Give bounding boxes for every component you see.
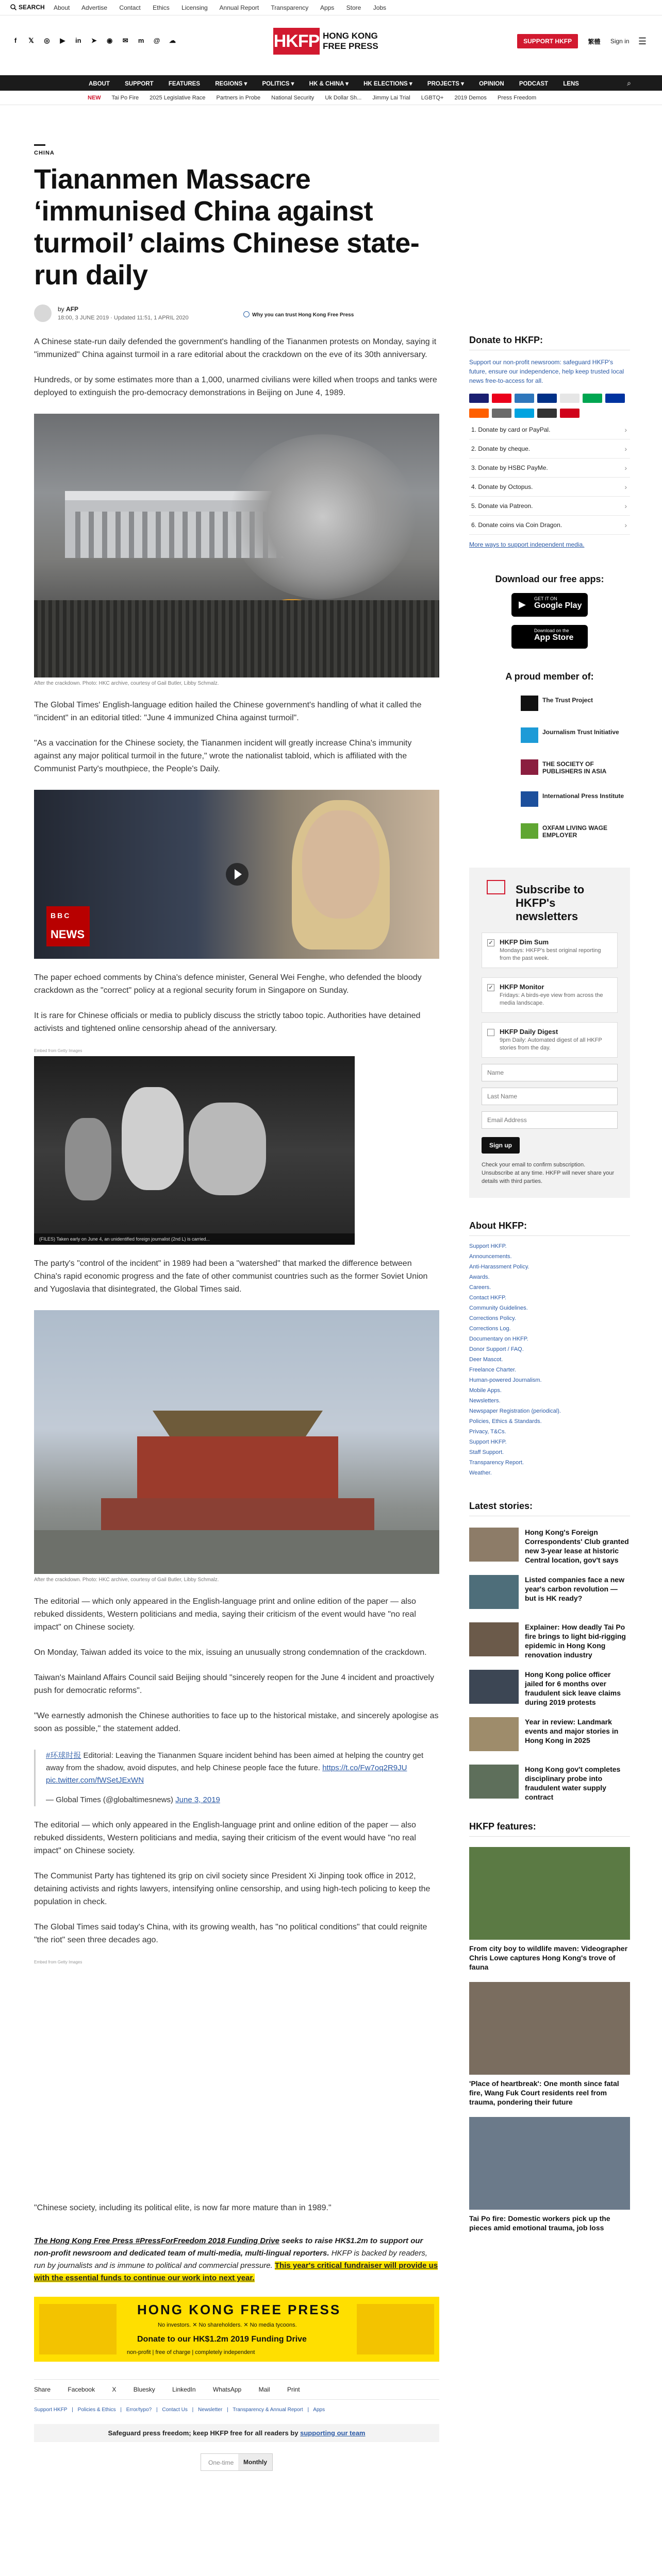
envelope-icon bbox=[487, 880, 505, 894]
app-store-big: App Store bbox=[534, 633, 574, 642]
paragraph-13: The Communist Party has tightened its grip on civil society since President Xi Jinping took office in 2012, detaining activists and rights lawyers, intensifying online censorship, and using high-tech policing to keep the population in check. bbox=[34, 1872, 431, 1906]
google-play-small: GET IT ON bbox=[534, 596, 557, 601]
paragraph-15: "Chinese society, including its political elite, is now far more mature than in 1989." bbox=[34, 2204, 332, 2212]
utility-bar bbox=[0, 0, 662, 15]
category-rule bbox=[34, 144, 45, 146]
nav-opinion[interactable]: OPINION bbox=[479, 81, 504, 87]
getty-photo-caption: (FILES) Taken early on June 4, an unidentified foreign journalist (2nd L) is carried... bbox=[34, 1233, 355, 1245]
header-actions bbox=[517, 34, 647, 48]
small-link-separator: | bbox=[192, 2407, 194, 2413]
facebook-icon[interactable]: f bbox=[14, 37, 17, 44]
member-jti[interactable] bbox=[521, 725, 630, 746]
small-link-support[interactable]: Support HKFP bbox=[34, 2407, 68, 2413]
feature-story[interactable] bbox=[469, 2117, 630, 2232]
top-link-annual-report[interactable]: Annual Report bbox=[219, 4, 259, 11]
newsletter-desc: 9pm Daily: Automated digest of all HKFP stories from the day. bbox=[500, 1037, 602, 1051]
newsletter-fine-print: Check your email to confirm subscription. Unsubscribe at any time. HKFP will never share your details with third parties. bbox=[482, 1162, 615, 1184]
story-thumbnail bbox=[469, 1622, 519, 1656]
small-link-newsletter[interactable]: Newsletter bbox=[198, 2407, 223, 2413]
nav-projects[interactable]: PROJECTS ▾ bbox=[427, 81, 464, 87]
payment-card-icon bbox=[469, 409, 489, 418]
author-line bbox=[58, 306, 78, 313]
safeguard-banner bbox=[34, 2424, 439, 2442]
paragraph-6: It is rare for Chinese officials or media to publicly discuss the strictly taboo topic. Authorities have detained activists and tightened online censorship ahead of the anniversary. bbox=[34, 1011, 421, 1033]
about-link[interactable]: Transparency Report. bbox=[469, 1460, 524, 1466]
about-link[interactable]: Contact HKFP. bbox=[469, 1295, 506, 1301]
more-ways-link[interactable]: More ways to support independent media. bbox=[469, 541, 585, 548]
safeguard-text: Safeguard press freedom; keep HKFP free for all readers by bbox=[108, 2429, 301, 2437]
feature-headline[interactable]: From city boy to wildlife maven: Videographer Chris Lowe captures Hong Kong's trove of fauna bbox=[469, 1944, 628, 1971]
rss-icon[interactable]: ◉ bbox=[107, 37, 113, 44]
payment-card-icon bbox=[605, 394, 625, 403]
small-link-separator: | bbox=[72, 2407, 73, 2413]
bbc-logo-bottom: NEWS bbox=[51, 928, 85, 941]
banner-line-2: Donate to our HK$1.2m 2019 Funding Drive bbox=[137, 2335, 307, 2344]
footer-small-links bbox=[34, 2407, 439, 2413]
latest-story[interactable] bbox=[469, 1670, 630, 1706]
about-link[interactable]: Donor Support / FAQ. bbox=[469, 1346, 524, 1352]
donate-option-card[interactable]: 1. Donate by card or PayPal. › bbox=[469, 420, 630, 439]
about-widget bbox=[469, 1221, 630, 1478]
story-headline[interactable]: Hong Kong gov't completes disciplinary probe into fraudulent water supply contract bbox=[525, 1765, 621, 1801]
latest-story[interactable] bbox=[469, 1528, 630, 1564]
last-name-field[interactable] bbox=[482, 1088, 618, 1105]
small-link-separator: | bbox=[227, 2407, 228, 2413]
about-link[interactable]: Mobile Apps. bbox=[469, 1387, 502, 1394]
getty-embed-label[interactable]: Embed from Getty Images bbox=[34, 1048, 82, 1053]
nav-regions[interactable]: REGIONS ▾ bbox=[215, 81, 247, 87]
payment-card-icon bbox=[492, 394, 511, 403]
newsletter-desc: Fridays: A birds-eye view from across the media landscape. bbox=[500, 992, 603, 1006]
about-link[interactable]: Documentary on HKFP. bbox=[469, 1336, 528, 1342]
paragraph-3: The Global Times' English-language edition hailed the Chinese government's handling of what it called the "incident" in an editorial titled: "June 4 immunized China against turmoil". bbox=[34, 701, 422, 722]
promo-highlight-link[interactable]: This year's critical fundraiser will provide us with the essential funds to continue our work into next year. bbox=[34, 2261, 438, 2282]
member-title: A proud member of: bbox=[505, 671, 594, 682]
about-link[interactable]: Support HKFP. bbox=[469, 1439, 507, 1445]
photo-ground bbox=[34, 1530, 439, 1574]
story-thumbnail bbox=[469, 1575, 519, 1609]
membership-widget bbox=[469, 671, 630, 842]
tweet-link[interactable]: https://t.co/Fw7oq2R9JU pic.twitter.com/fWSetJExWN bbox=[46, 1764, 407, 1785]
top-link-ethics[interactable]: Ethics bbox=[153, 4, 170, 11]
threads-icon[interactable]: @ bbox=[153, 37, 160, 44]
paragraph-2: Hundreds, or by some estimates more than a 1,000, unarmed civilians were killed when troops and tanks were deployed to extinguish the pro-democracy demonstrations in Beijing on June 4, 1989. bbox=[34, 376, 437, 397]
mastodon-icon[interactable]: m bbox=[138, 37, 144, 44]
share-linkedin[interactable]: LinkedIn bbox=[172, 2386, 196, 2393]
latest-story[interactable] bbox=[469, 1765, 630, 1801]
trending-national-security[interactable]: National Security bbox=[271, 95, 315, 101]
nav-lens[interactable]: LENS bbox=[563, 81, 579, 87]
top-link-jobs[interactable]: Jobs bbox=[373, 4, 387, 11]
story-headline[interactable]: Explainer: How deadly Tai Po fire brings to light bid-rigging epidemic in Hong Kong renovation industry bbox=[525, 1623, 626, 1659]
apps-widget bbox=[469, 574, 630, 649]
about-link[interactable]: Deer Mascot. bbox=[469, 1357, 503, 1363]
instagram-icon[interactable]: ◎ bbox=[44, 37, 50, 44]
photo-figure bbox=[122, 1087, 184, 1190]
top-link-transparency[interactable]: Transparency bbox=[271, 4, 309, 11]
share-label: Share bbox=[34, 2386, 51, 2393]
safeguard-link[interactable]: supporting our team bbox=[300, 2429, 366, 2437]
linkedin-icon[interactable]: in bbox=[75, 37, 81, 44]
top-link-licensing[interactable]: Licensing bbox=[181, 4, 208, 11]
donate-title: Donate to HKFP: bbox=[469, 335, 543, 345]
feature-story[interactable] bbox=[469, 1982, 630, 2107]
nav-hk-elections[interactable]: HK ELECTIONS ▾ bbox=[363, 81, 412, 87]
story-headline[interactable]: Listed companies face a new year's carbon revolution — but is HK ready? bbox=[525, 1575, 624, 1602]
google-play-button[interactable] bbox=[511, 593, 588, 617]
funding-drive-link[interactable]: The Hong Kong Free Press #PressForFreedom 2018 Funding Drive bbox=[34, 2236, 279, 2245]
top-link-store[interactable]: Store bbox=[346, 4, 361, 11]
apps-title: Download our free apps: bbox=[495, 574, 604, 584]
tweet-author: — Global Times (@globaltimesnews) bbox=[46, 1795, 176, 1804]
main-nav bbox=[0, 75, 662, 91]
member-name: THE SOCIETY OF PUBLISHERS IN ASIA bbox=[542, 760, 607, 775]
publish-date: 18:00, 3 JUNE 2019 · Updated 11:51, 1 APRIL 2020 bbox=[58, 315, 189, 321]
bbc-logo-top: BBC bbox=[51, 911, 71, 920]
sign-in-link[interactable]: Sign in bbox=[610, 38, 630, 45]
share-facebook[interactable]: Facebook bbox=[68, 2386, 95, 2393]
photo-crowd bbox=[34, 600, 439, 677]
payment-card-icon bbox=[469, 394, 489, 403]
freq-one-time[interactable]: One-time bbox=[208, 2459, 234, 2466]
site-logo[interactable] bbox=[273, 28, 378, 55]
story-headline[interactable]: Hong Kong's Foreign Correspondents' Club granted new 3-year lease at historic Central location, gov't says bbox=[525, 1528, 629, 1564]
new-badge: NEW bbox=[88, 95, 101, 101]
banner-line-1: No investors. ✕ No shareholders. ✕ No media tycoons. bbox=[158, 2322, 297, 2328]
trending-legco-race[interactable]: 2025 Legislative Race bbox=[150, 95, 206, 101]
member-name: The Trust Project bbox=[542, 697, 593, 704]
search-label: SEARCH bbox=[19, 4, 45, 11]
about-link[interactable]: Human-powered Journalism. bbox=[469, 1377, 542, 1383]
feature-headline[interactable]: 'Place of heartbreak': One month since fatal fire, Wang Fuk Court residents reel from trauma, pondering their future bbox=[469, 2079, 619, 2106]
donate-option-coins[interactable]: 6. Donate coins via Coin Dragon. › bbox=[469, 516, 630, 535]
trust-project-logo bbox=[521, 696, 538, 711]
latest-story[interactable] bbox=[469, 1575, 630, 1611]
promo-text-1: seeks to raise HK$1.2m to support our non-profit newsroom and dedicated team of multi-media, multi-lingual reporters. bbox=[34, 2236, 423, 2258]
article-category[interactable]: CHINA bbox=[34, 150, 55, 156]
payment-card-icon bbox=[492, 409, 511, 418]
small-link-error[interactable]: Error/typo? bbox=[126, 2407, 152, 2413]
story-thumbnail bbox=[469, 1717, 519, 1751]
paragraph-12: The editorial — which only appeared in the English-language print and online edition of the paper — also rebuked dissidents, Western politicians and media, saying their criticism of the event would have "no real impact" on Chinese society. bbox=[34, 1821, 416, 1855]
share-mail[interactable]: Mail bbox=[258, 2386, 270, 2393]
author-avatar bbox=[34, 304, 52, 322]
member-trust-project[interactable] bbox=[521, 693, 630, 714]
logo-wordmark bbox=[323, 31, 378, 52]
paragraph-9: On Monday, Taiwan added its voice to the mix, issuing an unusually strong condemnation of the crackdown. bbox=[34, 1648, 427, 1657]
paragraph-14: The Global Times said today's China, with its growing wealth, has "no political conditions" that could reignite "the riot" seen three decades ago. bbox=[34, 1923, 427, 1944]
member-ipi[interactable] bbox=[521, 789, 630, 810]
feature-story[interactable] bbox=[469, 1847, 630, 1972]
x-icon[interactable]: 𝕏 bbox=[28, 37, 34, 44]
paragraph-11: "We earnestly admonish the Chinese authorities to face up to the historical mistake, and sincerely apologise as soon as possible," the statement added. bbox=[34, 1711, 439, 1733]
divider bbox=[469, 1235, 630, 1236]
paragraph-7: The party's "control of the incident" in 1989 had been a "watershed" that marked the difference between China's rapid economic progress and the fate of other communist countries such as the former Soviet Union and Yugoslavia that disintegrated, the Global Times said. bbox=[34, 1259, 428, 1294]
top-link-apps[interactable]: Apps bbox=[320, 4, 335, 11]
share-bluesky[interactable]: Bluesky bbox=[133, 2386, 155, 2393]
features-list bbox=[469, 1847, 630, 2232]
photo-smoke bbox=[230, 434, 416, 599]
about-link[interactable]: Corrections Policy. bbox=[469, 1315, 516, 1321]
payment-card-icon bbox=[537, 394, 557, 403]
newsletter-widget bbox=[469, 868, 630, 1198]
photo-crackdown-square[interactable] bbox=[34, 414, 439, 677]
photo-tiananmen-gate[interactable] bbox=[34, 1310, 439, 1574]
banner-illustration-left bbox=[39, 2304, 117, 2354]
about-link[interactable]: Awards. bbox=[469, 1274, 490, 1280]
about-link[interactable]: Policies, Ethics & Standards. bbox=[469, 1418, 542, 1425]
support-hkfp-button[interactable]: SUPPORT HKFP bbox=[517, 34, 578, 48]
donate-option-payme[interactable]: 3. Donate by HSBC PayMe. › bbox=[469, 459, 630, 478]
trending-tai-po-fire[interactable]: Tai Po Fire bbox=[111, 95, 139, 101]
author-name[interactable]: AFP bbox=[66, 306, 79, 313]
share-whatsapp[interactable]: WhatsApp bbox=[212, 2386, 242, 2393]
about-link[interactable]: Privacy, T&Cs. bbox=[469, 1429, 506, 1435]
oxfam-logo bbox=[521, 823, 538, 839]
photo-gate-base bbox=[101, 1498, 374, 1530]
feature-image bbox=[469, 2117, 630, 2210]
small-link-separator: | bbox=[120, 2407, 122, 2413]
payment-card-icon bbox=[560, 394, 580, 403]
nav-hk-china[interactable]: HK & CHINA ▾ bbox=[309, 81, 349, 87]
small-link-transparency[interactable]: Transparency & Annual Report bbox=[233, 2407, 303, 2413]
newsletter-checkbox[interactable] bbox=[487, 1029, 494, 1036]
small-link-contact[interactable]: Contact Us bbox=[162, 2407, 188, 2413]
newsletter-name: HKFP Dim Sum bbox=[500, 938, 549, 946]
promo-text-2: HKFP is backed by readers, run by journalists and is immune to political and commercial pressure. bbox=[34, 2249, 427, 2270]
about-link[interactable]: Freelance Charter. bbox=[469, 1367, 517, 1373]
about-link[interactable]: Anti-Harassment Policy. bbox=[469, 1264, 529, 1270]
donate-widget bbox=[469, 335, 630, 548]
newsletter-option-daily-digest[interactable] bbox=[482, 1022, 618, 1058]
ipi-logo bbox=[521, 791, 538, 807]
banner-illustration-right bbox=[357, 2304, 434, 2354]
small-link-separator: | bbox=[307, 2407, 309, 2413]
trending-nav bbox=[0, 91, 662, 105]
trust-icon bbox=[243, 311, 250, 317]
google-play-icon: ▶ bbox=[519, 599, 526, 609]
tweet-body bbox=[46, 1750, 439, 1787]
about-links bbox=[469, 1241, 630, 1478]
app-store-button[interactable] bbox=[511, 625, 588, 649]
tweet-date[interactable]: June 3, 2019 bbox=[175, 1795, 220, 1804]
paragraph-10: Taiwan's Mainland Affairs Council said Beijing should "sincerely reopen for the June 4 incident and proactively push for democratic reforms". bbox=[34, 1673, 434, 1695]
trending-uk-dollar[interactable]: Uk Dollar Sh... bbox=[325, 95, 362, 101]
video-subject-face bbox=[302, 810, 379, 919]
funding-drive-banner[interactable] bbox=[34, 2297, 439, 2362]
logo-line-2: FREE PRESS bbox=[323, 41, 378, 51]
trending-press-freedom[interactable]: Press Freedom bbox=[497, 95, 537, 101]
payment-card-icon bbox=[515, 409, 534, 418]
features-title: HKFP features: bbox=[469, 1821, 536, 1832]
member-name: International Press Institute bbox=[542, 792, 624, 800]
about-link[interactable]: Corrections Log. bbox=[469, 1326, 511, 1332]
member-name: Journalism Trust Initiative bbox=[542, 728, 619, 736]
newsletter-title: Subscribe to HKFP's newsletters bbox=[516, 883, 585, 923]
paragraph-4: "As a vaccination for the Chinese society, the Tiananmen incident will greatly increase China's immunity against any major political turmoil in the future," wrote the nationalist tabloid, which is affiliated with the Communist Party's mouthpiece, the People's Daily. bbox=[34, 739, 412, 773]
embedded-tweet bbox=[34, 1750, 439, 1806]
feature-image bbox=[469, 1847, 630, 1940]
about-link[interactable]: Community Guidelines. bbox=[469, 1305, 528, 1311]
hamburger-menu-icon[interactable]: ☰ bbox=[638, 36, 647, 46]
newsletter-option-dim-sum[interactable] bbox=[482, 933, 618, 968]
email-field[interactable] bbox=[482, 1111, 618, 1129]
nav-features[interactable]: FEATURES bbox=[168, 81, 201, 87]
donate-text[interactable]: Support our non-profit newsroom: safeguard HKFP's future, ensure our independence, help keep trusted local news free-to-access for all. bbox=[469, 359, 624, 384]
trending-lgbtq[interactable]: LGBTQ+ bbox=[421, 95, 444, 101]
trust-note-label: Why you can trust Hong Kong Free Press bbox=[252, 312, 354, 318]
tweet-attribution bbox=[46, 1794, 439, 1806]
about-link[interactable]: Newspaper Registration (periodical). bbox=[469, 1408, 561, 1414]
latest-list bbox=[469, 1528, 630, 1801]
app-store-small: Download on the bbox=[534, 628, 569, 633]
nav-about[interactable]: ABOUT bbox=[89, 81, 110, 87]
bbc-news-logo bbox=[46, 906, 90, 946]
language-switch[interactable]: 繁體 bbox=[588, 38, 601, 45]
article bbox=[34, 144, 439, 2471]
top-link-advertise[interactable]: Advertise bbox=[81, 4, 108, 11]
search-icon bbox=[10, 4, 16, 10]
tweet-text: Editorial: Leaving the Tiananmen Square incident behind has been aimed at helping the country get away from the shadow, avoid disputes, and help Chinese people face the future. bbox=[46, 1751, 424, 1772]
feature-image bbox=[469, 1982, 630, 2075]
getty-embed-label-2[interactable]: Embed from Getty Images bbox=[34, 1960, 82, 1964]
payment-card-icon bbox=[583, 394, 602, 403]
story-thumbnail bbox=[469, 1670, 519, 1704]
feature-headline[interactable]: Tai Po fire: Domestic workers pick up the pieces amid emotional trauma, job loss bbox=[469, 2214, 610, 2232]
story-headline[interactable]: Hong Kong police officer jailed for 6 months over fraudulent sick leave claims during 2019 protests bbox=[525, 1670, 621, 1706]
photo-caption-3: After the crackdown. Photo: HKC archive, courtesy of Gail Butler, Libby Schmalz. bbox=[34, 1577, 219, 1583]
donate-option-octopus[interactable]: 4. Donate by Octopus. › bbox=[469, 478, 630, 497]
about-title: About HKFP: bbox=[469, 1221, 527, 1231]
trending-2019-demos[interactable]: 2019 Demos bbox=[454, 95, 487, 101]
youtube-icon[interactable]: ▶ bbox=[60, 37, 65, 44]
newsletter-checkbox[interactable]: ✓ bbox=[487, 984, 494, 991]
member-oxfam[interactable] bbox=[521, 821, 630, 842]
search-button[interactable] bbox=[10, 4, 45, 11]
features-widget bbox=[469, 1821, 630, 2232]
payment-card-icon bbox=[515, 394, 534, 403]
nav-politics[interactable]: POLITICS ▾ bbox=[262, 81, 294, 87]
freq-monthly[interactable]: Monthly bbox=[238, 2454, 272, 2470]
photo-caption-1: After the crackdown. Photo: HKC archive, courtesy of Gail Butler, Libby Schmalz. bbox=[34, 681, 219, 686]
small-link-apps[interactable]: Apps bbox=[313, 2407, 325, 2413]
newsletter-desc: Mondays: HKFP's best original reporting from the past week. bbox=[500, 947, 601, 961]
about-link[interactable]: Newsletters. bbox=[469, 1398, 501, 1404]
bluesky-icon[interactable]: ☁ bbox=[169, 37, 176, 44]
telegram-icon[interactable]: ➤ bbox=[91, 37, 97, 44]
byline bbox=[34, 302, 439, 323]
funding-drive-promo bbox=[34, 2235, 439, 2284]
nav-podcast[interactable]: PODCAST bbox=[519, 81, 549, 87]
small-link-policies[interactable]: Policies & Ethics bbox=[77, 2407, 116, 2413]
sopa-logo bbox=[521, 759, 538, 775]
about-link[interactable]: Support HKFP. bbox=[469, 1243, 507, 1249]
about-link[interactable]: Announcements. bbox=[469, 1253, 512, 1260]
donation-frequency-toggle[interactable] bbox=[201, 2453, 273, 2471]
latest-title: Latest stories: bbox=[469, 1501, 533, 1511]
trending-jimmy-lai-trial[interactable]: Jimmy Lai Trial bbox=[372, 95, 410, 101]
newsletter-checkbox[interactable]: ✓ bbox=[487, 939, 494, 946]
member-sopa[interactable] bbox=[521, 757, 630, 778]
payment-cards bbox=[469, 394, 630, 416]
first-name-field[interactable] bbox=[482, 1064, 618, 1081]
sidebar bbox=[469, 335, 630, 2232]
share-bar bbox=[34, 2379, 439, 2400]
byline-prefix: by bbox=[58, 306, 64, 313]
photo-gate-wall bbox=[137, 1436, 338, 1498]
story-headline[interactable]: Year in review: Landmark events and major stories in Hong Kong in 2025 bbox=[525, 1718, 619, 1744]
latest-stories-widget bbox=[469, 1501, 630, 1801]
paragraph-8: The editorial — which only appeared in the English-language print and online edition of the paper — also rebuked dissidents, Western politicians and media, saying their criticism of the event would have "no real impact" on Chinese society. bbox=[34, 1597, 416, 1632]
photo-gate-roof bbox=[153, 1411, 323, 1436]
nav-search-icon[interactable]: ⌕ bbox=[627, 79, 631, 87]
about-link[interactable]: Staff Support. bbox=[469, 1449, 504, 1455]
article-title: Tiananmen Massacre ‘immunised China against turmoil’ claims Chinese state-run daily bbox=[34, 164, 420, 291]
payment-card-icon bbox=[560, 409, 580, 418]
banner-title: HONG KONG FREE PRESS bbox=[137, 2302, 341, 2317]
getty-photo-journalist[interactable] bbox=[34, 1056, 355, 1245]
top-link-about[interactable]: About bbox=[54, 4, 70, 11]
jti-logo bbox=[521, 727, 538, 743]
member-name: OXFAM LIVING WAGE EMPLOYER bbox=[542, 824, 608, 839]
newsletter-name: HKFP Monitor bbox=[500, 983, 544, 991]
photo-figure bbox=[189, 1103, 266, 1195]
photo-figure bbox=[65, 1118, 111, 1200]
latest-story[interactable] bbox=[469, 1622, 630, 1658]
about-link[interactable]: Weather. bbox=[469, 1470, 492, 1476]
about-link[interactable]: Careers. bbox=[469, 1284, 491, 1291]
paragraph-1: A Chinese state-run daily defended the government's handling of the Tiananmen protests on Monday, saying it "immunized" China against turmoil in a rare editorial about the crackdown on the eve of its 30th anniversary. bbox=[34, 337, 437, 359]
play-icon[interactable] bbox=[226, 863, 249, 886]
donate-option-patreon[interactable]: 5. Donate via Patreon. › bbox=[469, 497, 630, 516]
logo-mark: HKFP bbox=[273, 28, 320, 55]
donate-options bbox=[469, 420, 630, 535]
banner-line-3: non-profit | free of charge | completely independent bbox=[127, 2349, 255, 2355]
donate-option-cheque[interactable]: 2. Donate by cheque. › bbox=[469, 439, 630, 459]
share-x[interactable]: X bbox=[112, 2386, 117, 2393]
story-thumbnail bbox=[469, 1528, 519, 1562]
payment-card-icon bbox=[537, 409, 557, 418]
sign-up-button[interactable]: Sign up bbox=[482, 1137, 520, 1154]
utility-links bbox=[54, 4, 396, 11]
share-print[interactable]: Print bbox=[287, 2386, 300, 2393]
tweet-hashtag[interactable]: #环球时报 bbox=[46, 1751, 81, 1760]
logo-line-1: HONG KONG bbox=[323, 31, 378, 41]
social-icons bbox=[11, 36, 182, 45]
paragraph-5: The paper echoed comments by China's defence minister, General Wei Fenghe, who defended the bloody crackdown as the "correct" policy at a regional security forum in Singapore on Sunday. bbox=[34, 973, 422, 995]
google-play-big: Google Play bbox=[534, 601, 582, 610]
divider bbox=[469, 1836, 630, 1837]
nav-support[interactable]: SUPPORT bbox=[125, 81, 154, 87]
top-link-contact[interactable]: Contact bbox=[119, 4, 141, 11]
newsletter-name: HKFP Daily Digest bbox=[500, 1028, 558, 1036]
bbc-video-embed[interactable] bbox=[34, 790, 439, 959]
email-icon[interactable]: ✉ bbox=[122, 37, 128, 44]
small-link-separator: | bbox=[156, 2407, 158, 2413]
trust-note[interactable] bbox=[243, 311, 354, 318]
trending-partners-in-probe[interactable]: Partners in Probe bbox=[216, 95, 261, 101]
story-thumbnail bbox=[469, 1765, 519, 1799]
latest-story[interactable] bbox=[469, 1717, 630, 1753]
newsletter-option-monitor[interactable] bbox=[482, 977, 618, 1013]
